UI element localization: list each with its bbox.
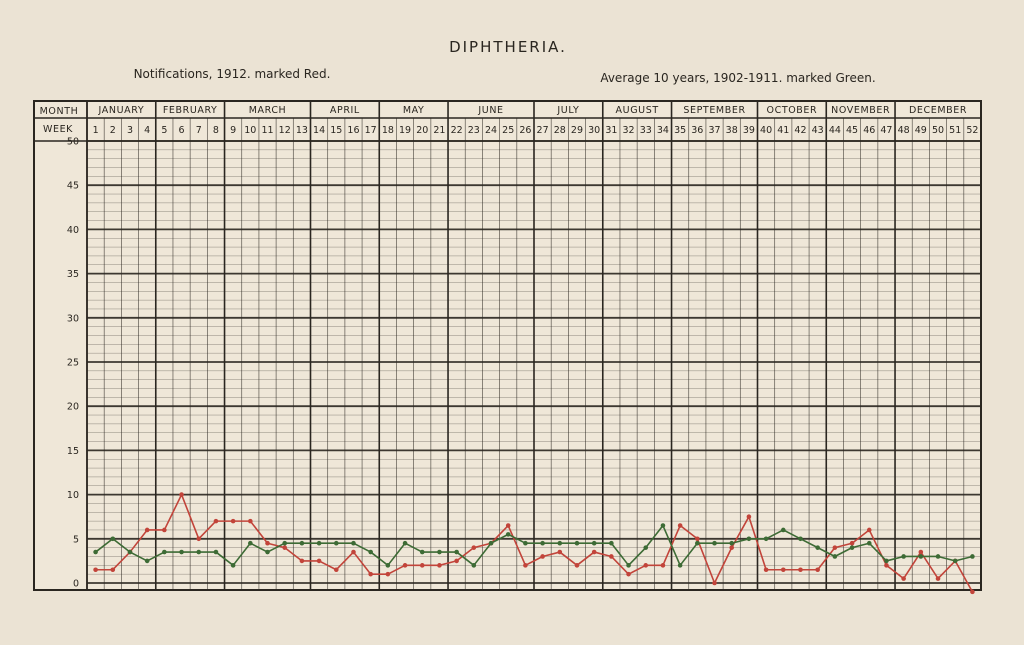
- week-label: 5: [161, 125, 168, 136]
- data-point: [93, 550, 98, 555]
- data-point: [282, 541, 287, 546]
- data-point: [196, 537, 201, 542]
- data-point: [678, 523, 683, 528]
- y-tick-label: 40: [66, 224, 79, 236]
- data-point: [575, 541, 580, 546]
- data-point: [798, 537, 803, 542]
- week-label: 35: [674, 125, 687, 136]
- data-point: [919, 550, 924, 555]
- week-label: 37: [708, 125, 721, 136]
- data-point: [472, 563, 477, 568]
- data-point: [557, 550, 562, 555]
- week-label: 20: [416, 125, 429, 136]
- week-label: 10: [244, 125, 257, 136]
- week-label: 38: [725, 125, 738, 136]
- data-point: [936, 576, 941, 581]
- month-label: AUGUST: [615, 105, 659, 116]
- data-point: [162, 550, 167, 555]
- week-label: 28: [553, 125, 566, 136]
- month-label: JULY: [557, 105, 580, 116]
- data-point: [437, 563, 442, 568]
- chart-subtitle-right: Average 10 years, 1902-1911. marked Green.: [600, 71, 876, 85]
- week-label: 14: [313, 125, 326, 136]
- week-label: 17: [364, 125, 377, 136]
- week-label: 7: [195, 125, 202, 136]
- week-label: 42: [794, 125, 807, 136]
- data-point: [110, 537, 115, 542]
- data-point: [334, 541, 339, 546]
- y-tick-label: 10: [66, 490, 79, 502]
- data-point: [747, 537, 752, 542]
- data-point: [747, 514, 752, 519]
- y-tick-label: 45: [66, 180, 79, 192]
- week-label: 18: [381, 125, 394, 136]
- data-point: [110, 567, 115, 572]
- data-point: [506, 523, 511, 528]
- week-label: 15: [330, 125, 343, 136]
- data-point: [282, 545, 287, 550]
- month-row-label: MONTH: [39, 106, 79, 117]
- data-point: [609, 541, 614, 546]
- week-label: 36: [691, 125, 704, 136]
- data-point: [815, 545, 820, 550]
- data-point: [850, 541, 855, 546]
- data-point: [970, 554, 975, 559]
- month-label: MAY: [402, 105, 425, 116]
- data-point: [609, 554, 614, 559]
- data-point: [919, 554, 924, 559]
- week-row-label: WEEK: [42, 124, 74, 135]
- data-point: [523, 563, 528, 568]
- data-point: [729, 545, 734, 550]
- week-label: 29: [570, 125, 584, 136]
- week-label: 1: [92, 125, 99, 136]
- week-label: 49: [914, 125, 927, 136]
- data-point: [489, 541, 494, 546]
- y-tick-label: 5: [72, 534, 79, 546]
- data-point: [712, 541, 717, 546]
- data-point: [867, 528, 872, 533]
- week-label: 13: [295, 125, 308, 136]
- data-point: [695, 537, 700, 542]
- data-point: [884, 563, 889, 568]
- week-label: 12: [278, 125, 291, 136]
- data-point: [540, 554, 545, 559]
- week-label: 50: [931, 125, 945, 136]
- data-point: [626, 572, 631, 577]
- data-point: [265, 541, 270, 546]
- chart-subtitle-left: Notifications, 1912. marked Red.: [133, 67, 331, 81]
- week-label: 4: [144, 125, 151, 136]
- week-label: 27: [536, 125, 549, 136]
- data-point: [162, 528, 167, 533]
- data-point: [403, 563, 408, 568]
- data-point: [472, 545, 477, 550]
- month-label: JANUARY: [98, 105, 145, 116]
- data-point: [833, 545, 838, 550]
- data-point: [386, 572, 391, 577]
- data-point: [420, 563, 425, 568]
- week-label: 24: [484, 125, 498, 136]
- data-point: [953, 559, 958, 564]
- data-point: [729, 541, 734, 546]
- data-point: [196, 550, 201, 555]
- data-point: [936, 554, 941, 559]
- week-label: 2: [109, 125, 116, 136]
- week-label: 31: [605, 125, 618, 136]
- data-point: [781, 567, 786, 572]
- data-point: [454, 550, 459, 555]
- data-point: [506, 532, 511, 537]
- week-label: 34: [656, 125, 669, 136]
- data-point: [300, 541, 305, 546]
- y-tick-label: 30: [66, 313, 79, 325]
- chart-grid: [34, 101, 981, 590]
- week-label: 19: [399, 125, 412, 136]
- data-point: [626, 563, 631, 568]
- y-tick-label: 20: [66, 401, 79, 413]
- data-point: [850, 545, 855, 550]
- week-label: 46: [863, 125, 876, 136]
- y-tick-label: 0: [72, 578, 79, 590]
- week-label: 47: [880, 125, 893, 136]
- week-label: 44: [828, 125, 841, 136]
- y-tick-label: 15: [66, 445, 79, 457]
- data-point: [420, 550, 425, 555]
- week-label: 8: [212, 125, 219, 136]
- month-label: OCTOBER: [766, 105, 818, 116]
- data-point: [248, 541, 253, 546]
- data-point: [145, 528, 150, 533]
- data-point: [334, 567, 339, 572]
- week-label: 45: [846, 125, 859, 136]
- plot-area: [34, 101, 981, 590]
- week-label: 21: [433, 125, 446, 136]
- data-point: [643, 545, 648, 550]
- data-point: [231, 563, 236, 568]
- data-point: [179, 550, 184, 555]
- data-point: [179, 492, 184, 497]
- data-point: [317, 559, 322, 564]
- week-label: 16: [347, 125, 360, 136]
- month-label: NOVEMBER: [831, 105, 891, 116]
- data-point: [661, 523, 666, 528]
- week-label: 41: [777, 125, 790, 136]
- data-point: [523, 541, 528, 546]
- data-point: [695, 541, 700, 546]
- week-label: 23: [467, 125, 480, 136]
- data-point: [265, 550, 270, 555]
- data-point: [351, 550, 356, 555]
- week-label: 22: [450, 125, 463, 136]
- chart-title: DIPHTHERIA.: [449, 38, 567, 56]
- data-point: [764, 537, 769, 542]
- data-point: [643, 563, 648, 568]
- week-label: 48: [897, 125, 910, 136]
- data-point: [764, 567, 769, 572]
- y-tick-label: 25: [66, 357, 79, 369]
- data-point: [437, 550, 442, 555]
- data-point: [145, 559, 150, 564]
- data-point: [214, 519, 219, 524]
- data-point: [300, 559, 305, 564]
- data-point: [454, 559, 459, 564]
- data-point: [403, 541, 408, 546]
- data-point: [575, 563, 580, 568]
- data-point: [815, 567, 820, 572]
- data-point: [231, 519, 236, 524]
- data-point: [214, 550, 219, 555]
- data-point: [781, 528, 786, 533]
- week-label: 52: [966, 125, 979, 136]
- week-label: 39: [742, 125, 755, 136]
- month-label: DECEMBER: [908, 105, 968, 116]
- week-label: 40: [760, 125, 773, 136]
- week-label: 33: [639, 125, 652, 136]
- data-point: [557, 541, 562, 546]
- data-point: [368, 550, 373, 555]
- data-point: [833, 554, 838, 559]
- data-point: [317, 541, 322, 546]
- week-label: 30: [588, 125, 601, 136]
- data-point: [540, 541, 545, 546]
- week-label: 43: [811, 125, 824, 136]
- week-label: 51: [949, 125, 962, 136]
- week-label: 3: [126, 125, 134, 136]
- data-point: [884, 559, 889, 564]
- data-point: [351, 541, 356, 546]
- data-point: [867, 541, 872, 546]
- data-point: [592, 550, 597, 555]
- y-tick-label: 50: [66, 136, 79, 148]
- week-label: 26: [519, 125, 532, 136]
- y-tick-label: 35: [66, 269, 79, 281]
- month-label: JUNE: [478, 105, 504, 116]
- week-label: 6: [178, 125, 185, 136]
- month-label: SEPTEMBER: [683, 105, 746, 116]
- data-point: [592, 541, 597, 546]
- data-point: [798, 567, 803, 572]
- data-point: [386, 563, 391, 568]
- week-label: 32: [622, 125, 635, 136]
- data-point: [678, 563, 683, 568]
- data-point: [970, 590, 975, 595]
- data-point: [901, 576, 906, 581]
- data-point: [901, 554, 906, 559]
- data-point: [712, 581, 717, 586]
- week-label: 25: [502, 125, 515, 136]
- data-point: [248, 519, 253, 524]
- month-label: FEBRUARY: [162, 105, 218, 116]
- week-label: 11: [261, 125, 274, 136]
- data-point: [368, 572, 373, 577]
- data-point: [93, 567, 98, 572]
- week-label: 9: [230, 125, 237, 136]
- data-point: [128, 550, 133, 555]
- month-label: MARCH: [248, 105, 287, 116]
- month-label: APRIL: [329, 105, 360, 116]
- data-point: [661, 563, 666, 568]
